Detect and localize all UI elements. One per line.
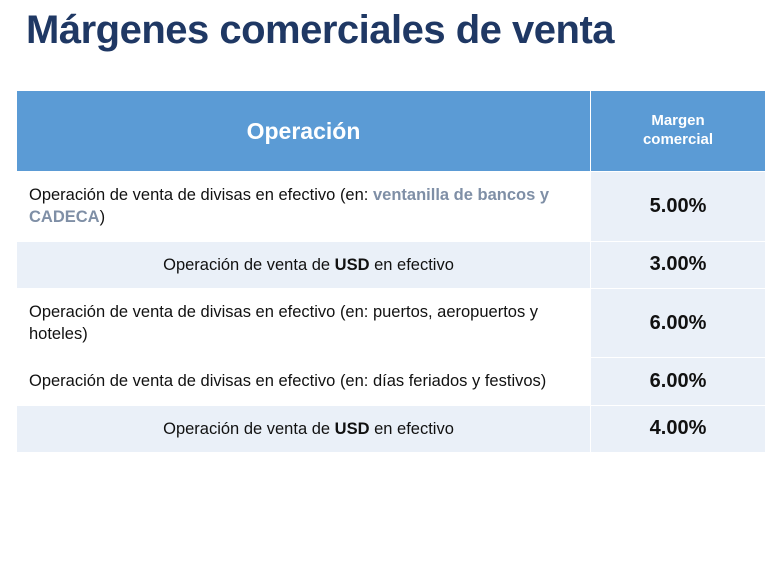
operation-text-prefix: Operación de venta de: [163, 255, 335, 274]
operation-text-prefix: Operación de venta de divisas en efectivo (en:: [29, 186, 373, 204]
column-header-margin-line1: Margen: [651, 112, 705, 130]
cell-operation: Operación de venta de divisas en efectivo (en: puertos, aeropuertos y hoteles): [17, 288, 591, 358]
cell-margin: 4.00%: [591, 405, 766, 452]
cell-margin: 6.00%: [591, 358, 766, 405]
margins-table: [16, 90, 766, 453]
cell-operation: [17, 405, 591, 452]
column-header-operation: Operación: [17, 91, 591, 172]
cell-operation: Operación de venta de divisas en efectivo (en: días feriados y festivos): [17, 358, 591, 405]
table-row: [17, 241, 766, 288]
operation-text-bold: USD: [334, 419, 370, 438]
table-header: [17, 91, 766, 172]
table-body: [17, 172, 766, 453]
operation-text-highlight: ventanilla de bancos y CADECA: [29, 186, 550, 227]
table-row: [17, 172, 766, 242]
cell-operation: [17, 241, 591, 288]
table-row: [17, 405, 766, 452]
column-header-margin-line2: comercial: [642, 131, 714, 148]
operation-text-prefix: Operación de venta de: [163, 419, 335, 438]
cell-margin: 6.00%: [591, 288, 766, 358]
table-row: [17, 288, 766, 358]
page-title: Márgenes comerciales de venta: [26, 8, 615, 52]
cell-margin: 3.00%: [591, 241, 766, 288]
operation-text-suffix: en efectivo: [369, 255, 454, 274]
column-header-margin: [591, 91, 766, 172]
operation-text-bold: USD: [334, 255, 370, 274]
margins-table-container: [16, 90, 766, 453]
cell-operation: [17, 172, 591, 242]
cell-margin: 5.00%: [591, 172, 766, 242]
operation-text-suffix: ): [99, 208, 106, 227]
operation-text-suffix: en efectivo: [369, 419, 454, 438]
table-row: [17, 358, 766, 405]
table-header-row: [17, 91, 766, 172]
